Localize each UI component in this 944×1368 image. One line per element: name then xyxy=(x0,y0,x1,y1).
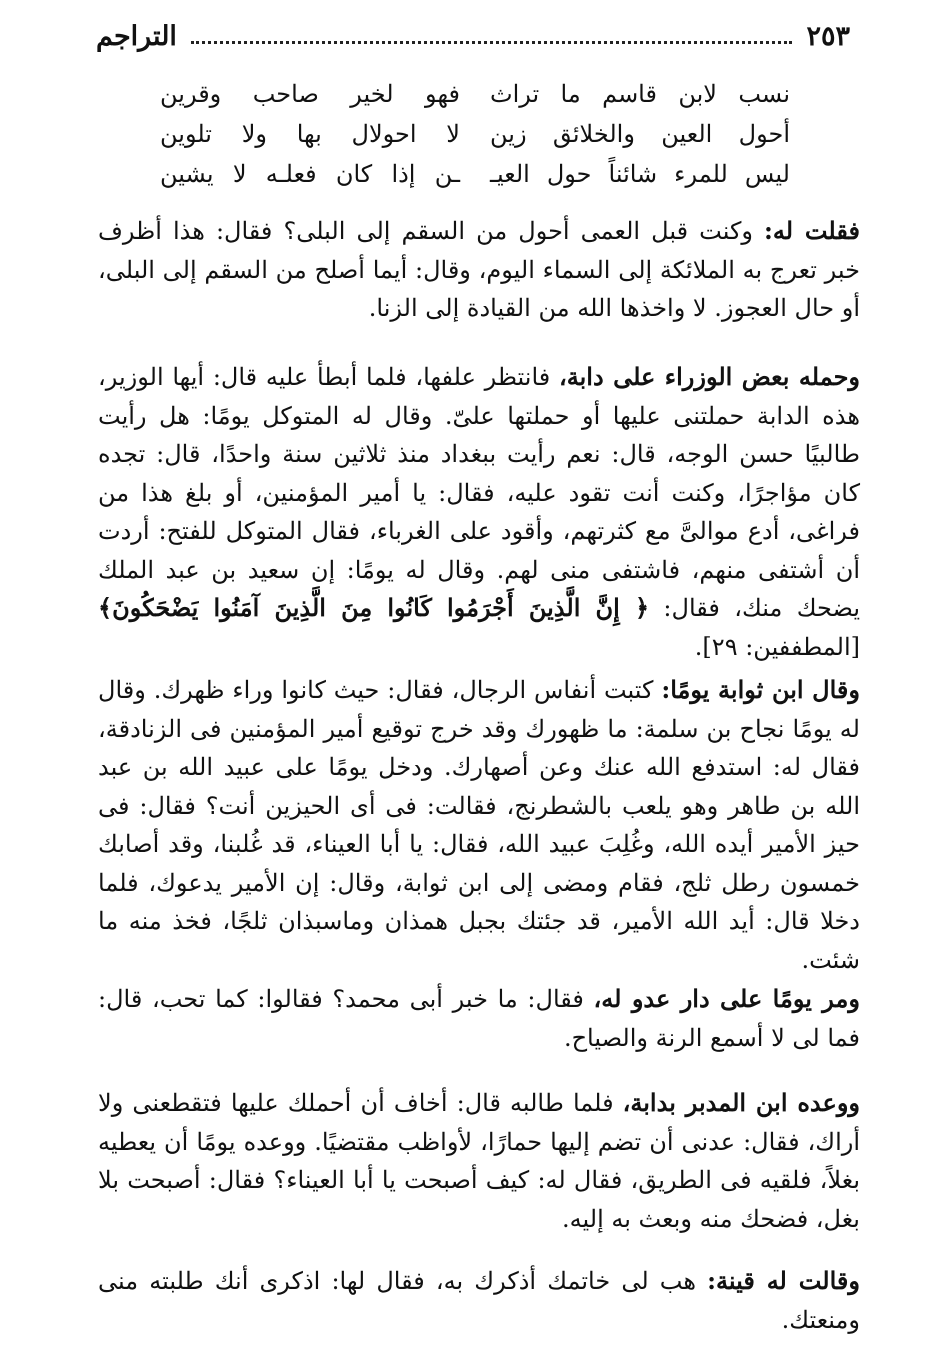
paragraph-text: فلما طالبه قال: أخاف أن أحملك عليها فتقطعنى ولا أراك، فقال: عدنى أن تضم إليها حمارًا، لأواظب مقتضيًا. ووعده يومًا أن يعطيه بغلاً، فلقيه فى الطريق، فقال له: كيف أصبحت يا أبا العيناء؟ فقال: أصبحت بلا بغل، فضحك منه وبعث به إليه. xyxy=(98,1089,860,1233)
paragraph-4 xyxy=(98,980,860,1057)
quran-citation: [المطففين: ٢٩]. xyxy=(694,632,860,661)
verse-second-hemistich: لا احولال بها ولا تلوين xyxy=(160,120,460,148)
page-number: ٢٥٣ xyxy=(806,20,850,52)
paragraph-6 xyxy=(98,1262,860,1339)
paragraph-lead: فقلت له: xyxy=(764,216,860,245)
verse-first-hemistich: أحول العين والخلائق زين xyxy=(490,120,790,148)
verse-line xyxy=(160,154,790,194)
verse-second-hemistich: فهو لخير صاحب وقرين xyxy=(160,80,460,108)
verse-line xyxy=(160,74,790,114)
paragraph-text: فقال: ما خبر أبى محمد؟ فقالوا: كما تحب، قال: فما لى لا أسمع الرنة والصياح. xyxy=(98,985,860,1052)
verse-first-hemistich: ليس للمرء شائناً حول العيـ xyxy=(490,160,790,188)
verse-second-hemistich: ـن إذا كان فعلـه لا يشين xyxy=(160,160,460,188)
running-header xyxy=(96,14,850,58)
dotted-leader xyxy=(191,41,793,44)
paragraph-5 xyxy=(98,1084,860,1238)
paragraph-lead: ومر يومًا على دار عدو له، xyxy=(593,984,860,1013)
quran-verse: ﴿ إِنَّ الَّذِينَ أَجْرَمُوا كَانُوا مِنَ الَّذِينَ آمَنُوا يَضْحَكُونَ﴾ xyxy=(98,593,650,622)
paragraph-lead: وقالت له قينة: xyxy=(707,1266,860,1295)
verse-line xyxy=(160,114,790,154)
paragraph-text: هب لى خاتمك أذكرك به، فقال لها: اذكرى أنك طلبته منى ومنعتك. xyxy=(98,1267,860,1334)
poem xyxy=(160,74,790,194)
paragraph-lead: ووعده ابن المدبر بدابة، xyxy=(622,1088,860,1117)
paragraph-1 xyxy=(98,212,860,328)
paragraph-2 xyxy=(98,358,860,666)
paragraph-text: كتبت أنفاس الرجال، فقال: حيث كانوا وراء ظهرك. وقال له يومًا نجاح بن سلمة: ما ظهورك وقد خرج توقيع أمير المؤمنين فى الزنادقة، فقال له: استدفع الله عنك وعن أصهارك. ودخل يومًا على عبيد الله بن عبد الله بن طاهر وهو يلعب بالشطرنج، فقالت: فى أى الحيزين أنت؟ فقال: فى حيز الأمير أيده الله، وغُلِبَ عبيد الله، فقال: يا أبا العيناء، قد غُلبنا، وقد أصابك خمسون رطل ثلج، فقام ومضى إلى ابن ثوابة، وقال: إن الأمير يدعوك، فلما دخلا قال: أيد الله الأمير، قد جئتك بجبل همذان وماسبذان ثلجًا، فخذ منه ما شئت. xyxy=(98,676,860,974)
paragraph-lead: وقال ابن ثوابة يومًا: xyxy=(661,675,860,704)
header-title: التراجم xyxy=(96,20,177,52)
paragraph-text: فانتظر علفها، فلما أبطأ عليه قال: أيها الوزير، هذه الدابة حملتنى عليها أو حملتها علىّ. وقال له المتوكل يومًا: هل رأيت طالبيًا حسن الوجه، قال: نعم رأيت ببغداد منذ ثلاثين سنة واحدًا، قال: تجده كان مؤاجرًا، وكنت أنت تقود عليه، فقال: يا أمير المؤمنين، أو بلغ هذا من فراغى، أدع موالىَّ مع كثرتهم، وأقود على الغرباء، فقال المتوكل للفتح: أردت أن أشتفى منهم، فاشتفى منى لهم. وقال له يومًا: إن سعيد بن عبد الملك يضحك منك، فقال: xyxy=(98,363,861,622)
paragraph-3 xyxy=(98,671,860,979)
paragraph-lead: وحمله بعض الوزراء على دابة، xyxy=(558,362,860,391)
verse-first-hemistich: نسب لابن قاسم ما تراث xyxy=(490,80,790,108)
paragraph-text: وكنت قبل العمى أحول من السقم إلى البلى؟ فقال: هذا أظرف خبر تعرج به الملائكة إلى السماء اليوم، وقال: أيما أصلح من السقم إلى البلى، أو حال العجوز. لا واخذها الله من القيادة إلى الزنا. xyxy=(98,217,860,322)
